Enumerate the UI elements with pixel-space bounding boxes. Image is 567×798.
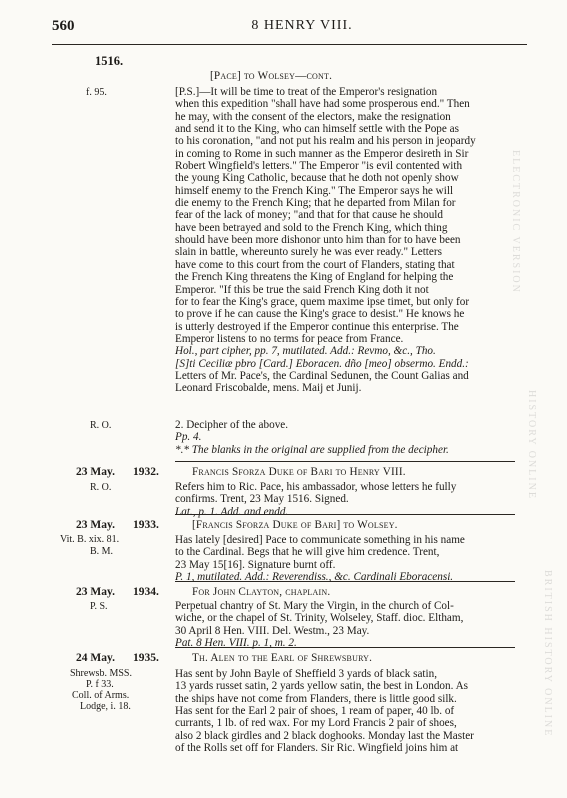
margin-ref: R. O.: [90, 420, 112, 431]
body-line: to his coronation, "and not put his realm and his person in jeopardy: [175, 135, 476, 148]
body-line: currants, 1 lb. of red wax. For my Lord Francis 2 pair of shoes,: [175, 717, 457, 730]
body-line: Has sent for the Earl 2 pair of shoes, 1 ream of paper, 40 lb. of: [175, 705, 455, 718]
note-line: Pat. 8 Hen. VIII. p. 1, m. 2.: [175, 637, 297, 650]
entry-heading: For John Clayton, chaplain.: [192, 586, 331, 598]
page-header: [52, 18, 552, 38]
body-line: Has lately [desired] Pace to communicate something in his name: [175, 534, 465, 546]
body-line: Robert Wingfield's letters." The Emperor "is evil contented with: [175, 160, 463, 173]
body-line: when this expedition "shall have had some prosperous end." Then: [175, 98, 470, 111]
margin-ref: P. S.: [90, 601, 108, 612]
body-line: should have been more dishonor unto him than for to have been: [175, 234, 461, 247]
body-line: the French King threatens the King of England for helping the: [175, 271, 454, 284]
header-rule: [52, 44, 527, 45]
page-number: 560: [52, 18, 75, 34]
watermark-text: HISTORY ONLINE: [526, 390, 537, 500]
body-line: he may, with the consent of the electors, make the resignation: [175, 110, 451, 123]
body-line: die enemy to the French King; that he departed from Milan for: [175, 197, 456, 210]
note-line: *.* The blanks in the original are supplied from the decipher.: [175, 443, 449, 456]
year-label: 1516.: [95, 54, 124, 68]
watermark-text: BRITISH HISTORY ONLINE: [542, 570, 553, 738]
note-line: Leonard Friscobalde, mens. Maij et Junij.: [175, 382, 362, 395]
entry-heading-pace: [Pace] to Wolsey—cont.: [210, 70, 333, 82]
entry-heading: Th. Alen to the Earl of Shrewsbury.: [192, 652, 373, 664]
body-line: the young King Catholic, because that he doth not openly show: [175, 172, 459, 185]
body-line: is utterly destroyed if the Emperor continue this enterprise. The: [175, 320, 459, 333]
entry-body: [175, 534, 515, 583]
body-line: to the Cardinal. Begs that he will give him credence. Trent,: [175, 546, 440, 559]
entry-body: [175, 481, 515, 518]
body-line: 2. Decipher of the above.: [175, 419, 289, 431]
body-line: have come to this court from the court of Flanders, stating that: [175, 258, 455, 271]
entry-heading: Francis Sforza Duke of Bari to Henry VIII.: [192, 466, 406, 478]
entry-date: 23 May.: [76, 519, 115, 531]
entry-date: 23 May.: [76, 466, 115, 478]
note-line: Lat., p. 1. Add. and endd.: [175, 505, 289, 518]
body-line: Refers him to Ric. Pace, his ambassador, whose letters he fully: [175, 481, 457, 493]
watermark-text: ELECTRONIC VERSION: [510, 150, 521, 294]
body-line: 30 April 8 Hen. VIII. Del. Westm., 23 May.: [175, 624, 370, 637]
note-line: Letters of Mr. Pace's, the Cardinal Sedunen, the Count Galias and: [175, 369, 469, 382]
entry-number: 1933.: [133, 519, 159, 531]
note-line: [S]ti Ceciliæ pbro [Card.] Eboracen. dño [meo] obsermo. Endd.:: [175, 357, 469, 370]
body-line: 23 May 15[16]. Signature burnt off.: [175, 558, 336, 571]
running-title: 8 HENRY VIII.: [251, 18, 353, 33]
body-line: Perpetual chantry of St. Mary the Virgin, in the church of Col-: [175, 600, 454, 612]
body-line: also 2 black girdles and 2 black doghooks. Monday last the Master: [175, 729, 474, 742]
body-line: 13 yards russet satin, 2 yards yellow satin, the best in London. As: [175, 680, 469, 693]
margin-ref: B. M.: [90, 546, 114, 557]
body-line: have been betrayed and sold to the French King, which thing: [175, 221, 448, 234]
entry-separator: [175, 461, 515, 462]
body-line: Emperor. "If this be true the said French King doth it not: [175, 283, 429, 296]
entry-separator: [175, 647, 515, 648]
margin-ref: f. 95.: [86, 87, 107, 98]
body-line: [P.S.]—It will be time to treat of the Emperor's resignation: [175, 86, 438, 98]
body-line: confirms. Trent, 23 May 1516. Signed.: [175, 493, 349, 506]
body-line: wiche, or the chapel of St. Trinity, Wolseley, Staff. dioc. Eltham,: [175, 612, 464, 625]
margin-ref: P. f 33.: [86, 679, 114, 690]
body-line: Emperor listens to no terms for peace from France.: [175, 332, 404, 345]
entry-number: 1934.: [133, 586, 159, 598]
watermark: [508, 150, 556, 790]
entry-body-pace: [175, 86, 515, 395]
margin-ref: Coll. of Arms.: [72, 690, 130, 701]
note-line: Pp. 4.: [175, 431, 202, 444]
body-line: Has sent by John Bayle of Sheffield 3 yards of black satin,: [175, 668, 438, 680]
entry-date: 24 May.: [76, 652, 115, 664]
body-line: the ships have not come from Flanders, there is little good silk.: [175, 692, 457, 705]
entry-body: [175, 668, 515, 754]
entry-separator: [175, 514, 515, 515]
margin-ref: Lodge, i. 18.: [80, 701, 131, 712]
margin-ref: Vit. B. xix. 81.: [60, 534, 120, 545]
margin-ref: R. O.: [90, 482, 112, 493]
entry-body: [175, 600, 515, 649]
entry-body-decipher: [175, 419, 515, 456]
note-line: Hol., part cipher, pp. 7, mutilated. Add.: Revmo, &c., Tho.: [175, 345, 436, 358]
body-line: slain in battle, whereunto surely he was ever ready." Letters: [175, 246, 442, 259]
body-line: for to fear the King's grace, quem maxime ipse timet, but only for: [175, 295, 470, 308]
entry-separator: [175, 581, 515, 582]
body-line: himself enemy to the French King." The Emperor says he will: [175, 184, 454, 197]
entry-heading: [Francis Sforza Duke of Bari] to Wolsey.: [192, 519, 398, 531]
margin-ref: Shrewsb. MSS.: [70, 668, 132, 679]
entry-number: 1932.: [133, 466, 159, 478]
body-line: fear of the lack of money; "and that for that cause he should: [175, 209, 443, 222]
entry-number: 1935.: [133, 652, 159, 664]
entry-date: 23 May.: [76, 586, 115, 598]
body-line: in coming to Rome in such manner as the Emperor desireth in Sir: [175, 147, 469, 160]
body-line: and send it to the King, who can himself settle with the Pope as: [175, 123, 459, 136]
body-line: to prove if he can cause the King's grace to desist." He knows he: [175, 308, 465, 321]
note-line: P. 1, mutilated. Add.: Reverendiss., &c. Cardinali Eboracensi.: [175, 571, 454, 584]
body-line: of the Rolls set off for Flanders. Sir Ric. Wingfield joins him at: [175, 742, 459, 755]
